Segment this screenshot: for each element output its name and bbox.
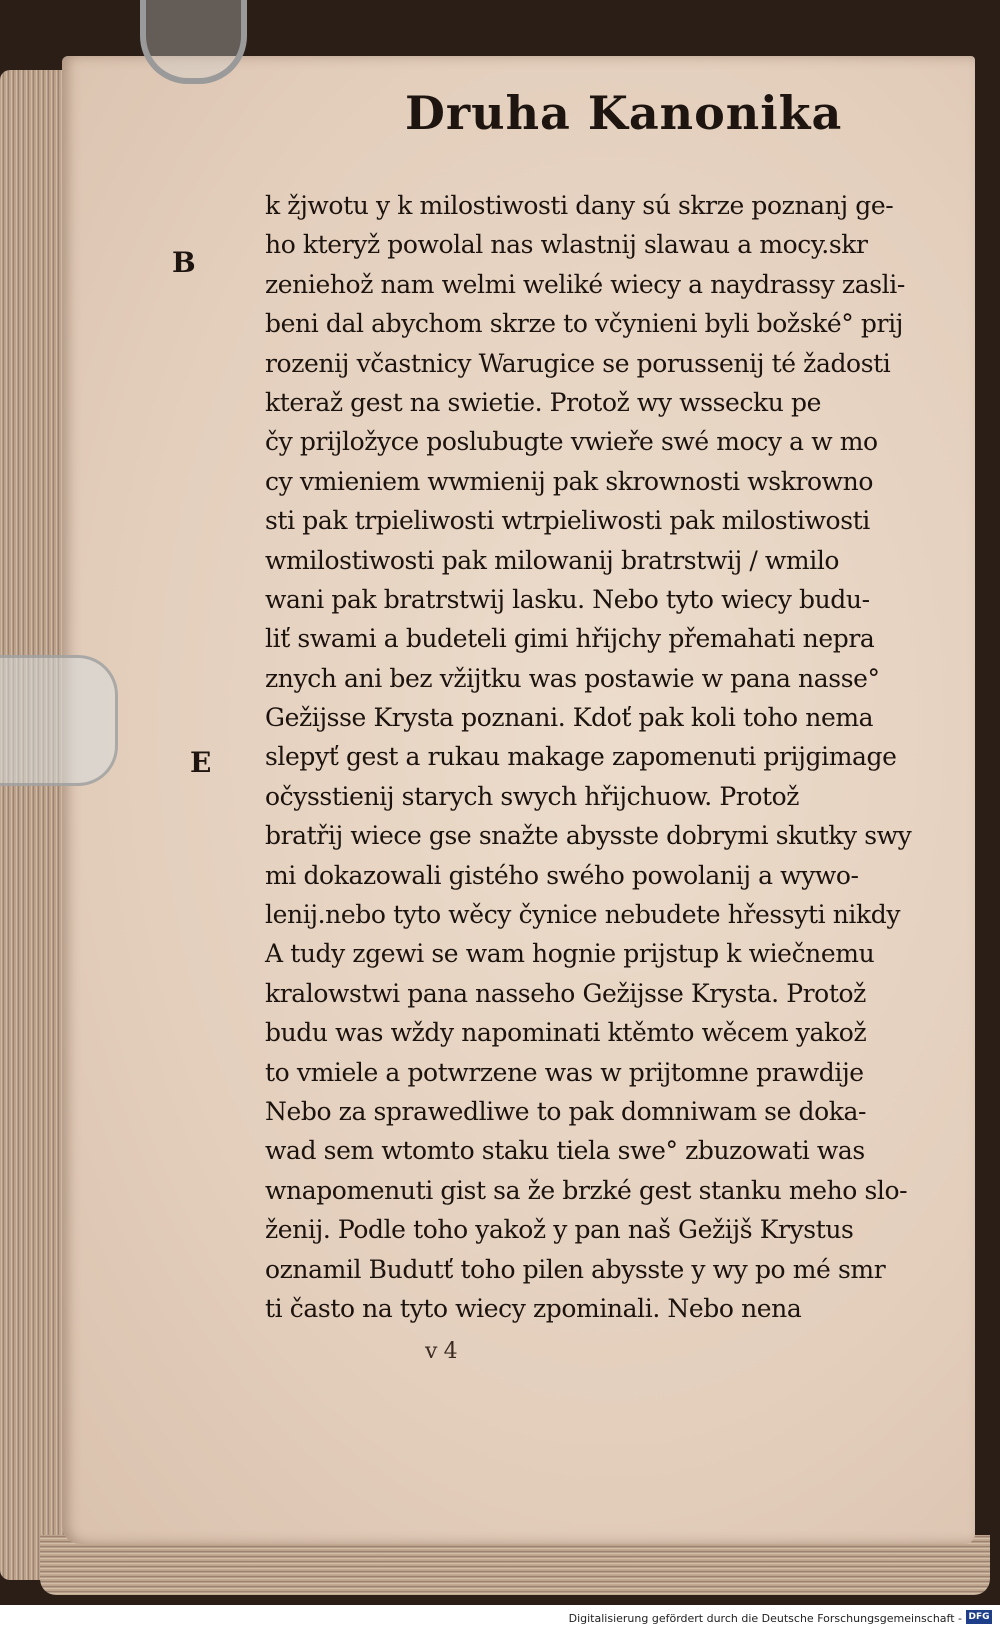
text-line: kralowstwi pana nasseho Gežijsse Krysta. Protož (265, 978, 866, 1008)
text-line: wani pak bratrstwij lasku. Nebo tyto wiecy budu- (265, 584, 870, 614)
text-line: ženij. Podle toho yakož y pan naš Gežijš Krystus (265, 1215, 854, 1245)
dfg-logo-icon: DFG (966, 1610, 992, 1624)
text-line: bratřij wiece gse snažte abysste dobrymi skutky swy (265, 821, 912, 851)
text-line: sti pak trpieliwosti wtrpieliwosti pak milostiwosti (265, 506, 870, 536)
margin-mark-b: B (172, 246, 196, 279)
text-line: čy prijložyce poslubugte vwieře swé mocy a w mo (265, 427, 878, 457)
page-clip-left-icon (0, 655, 118, 786)
text-line: to vmiele a potwrzene was w prijtomne prawdije (265, 1057, 864, 1087)
digitization-credit: Digitalisierung gefördert durch die Deutsche Forschungsgemeinschaft - (568, 1612, 962, 1625)
margin-mark-e: E (190, 746, 212, 779)
text-line: mi dokazowali gistého swého powolanij a wywo- (265, 860, 859, 890)
body-text (265, 186, 935, 1372)
text-line: liť swami a budeteli gimi hřijchy přemahati nepra (265, 624, 875, 654)
text-line: cy vmieniem wwmienij pak skrownosti wskrowno (265, 466, 874, 496)
text-line: znych ani bez vžijtku was postawie w pana nasse° (265, 663, 880, 693)
text-line: budu was wždy napominati ktěmto wěcem yakož (265, 1018, 867, 1048)
page-stack-left-edge (0, 70, 70, 1580)
text-line: Nebo za sprawedliwe to pak domniwam se doka- (265, 1096, 867, 1126)
running-head: Druha Kanonika (405, 86, 843, 140)
text-line: Gežijsse Krysta poznani. Kdoť pak koli toho nema (265, 703, 874, 733)
page-stack-bottom-edge (40, 1535, 990, 1595)
text-line: beni dal abychom skrze to včynieni byli božské° prij (265, 309, 904, 339)
text-line: lenij.nebo tyto wěcy čynice nebudete hřessyti nikdy (265, 900, 901, 930)
text-line: slepyť gest a rukau makage zapomenuti prijgimage (265, 742, 897, 772)
text-line: oznamil Budutť toho pilen abysste y wy po mé smr (265, 1254, 886, 1284)
text-line: kteraž gest na swietie. Protož wy wssecku pe (265, 387, 822, 417)
signature-mark: v 4 (425, 1339, 458, 1365)
text-line: ti často na tyto wiecy zpominali. Nebo nena (265, 1293, 802, 1323)
text-line: wnapomenuti gist sa že brzké gest stanku meho slo- (265, 1175, 908, 1205)
text-line: očysstienij starych swych hřijchuow. Protož (265, 781, 800, 811)
text-line: rozenij včastnicy Warugice se porussenij té žadosti (265, 348, 891, 378)
text-line: zeniehož nam welmi weliké wiecy a naydrassy zasli- (265, 269, 905, 299)
text-line: wmilostiwosti pak milowanij bratrstwij / wmilo (265, 545, 840, 575)
text-line: ho kteryž powolal nas wlastnij slawau a mocy.skr (265, 230, 868, 260)
text-line: wad sem wtomto staku tiela swe° zbuzowati was (265, 1136, 865, 1166)
page-clip-top-icon (140, 0, 247, 84)
text-line: k žjwotu y k milostiwosti dany sú skrze poznanj ge- (265, 191, 894, 220)
text-line: A tudy zgewi se wam hognie prijstup k wiečnemu (265, 939, 875, 969)
